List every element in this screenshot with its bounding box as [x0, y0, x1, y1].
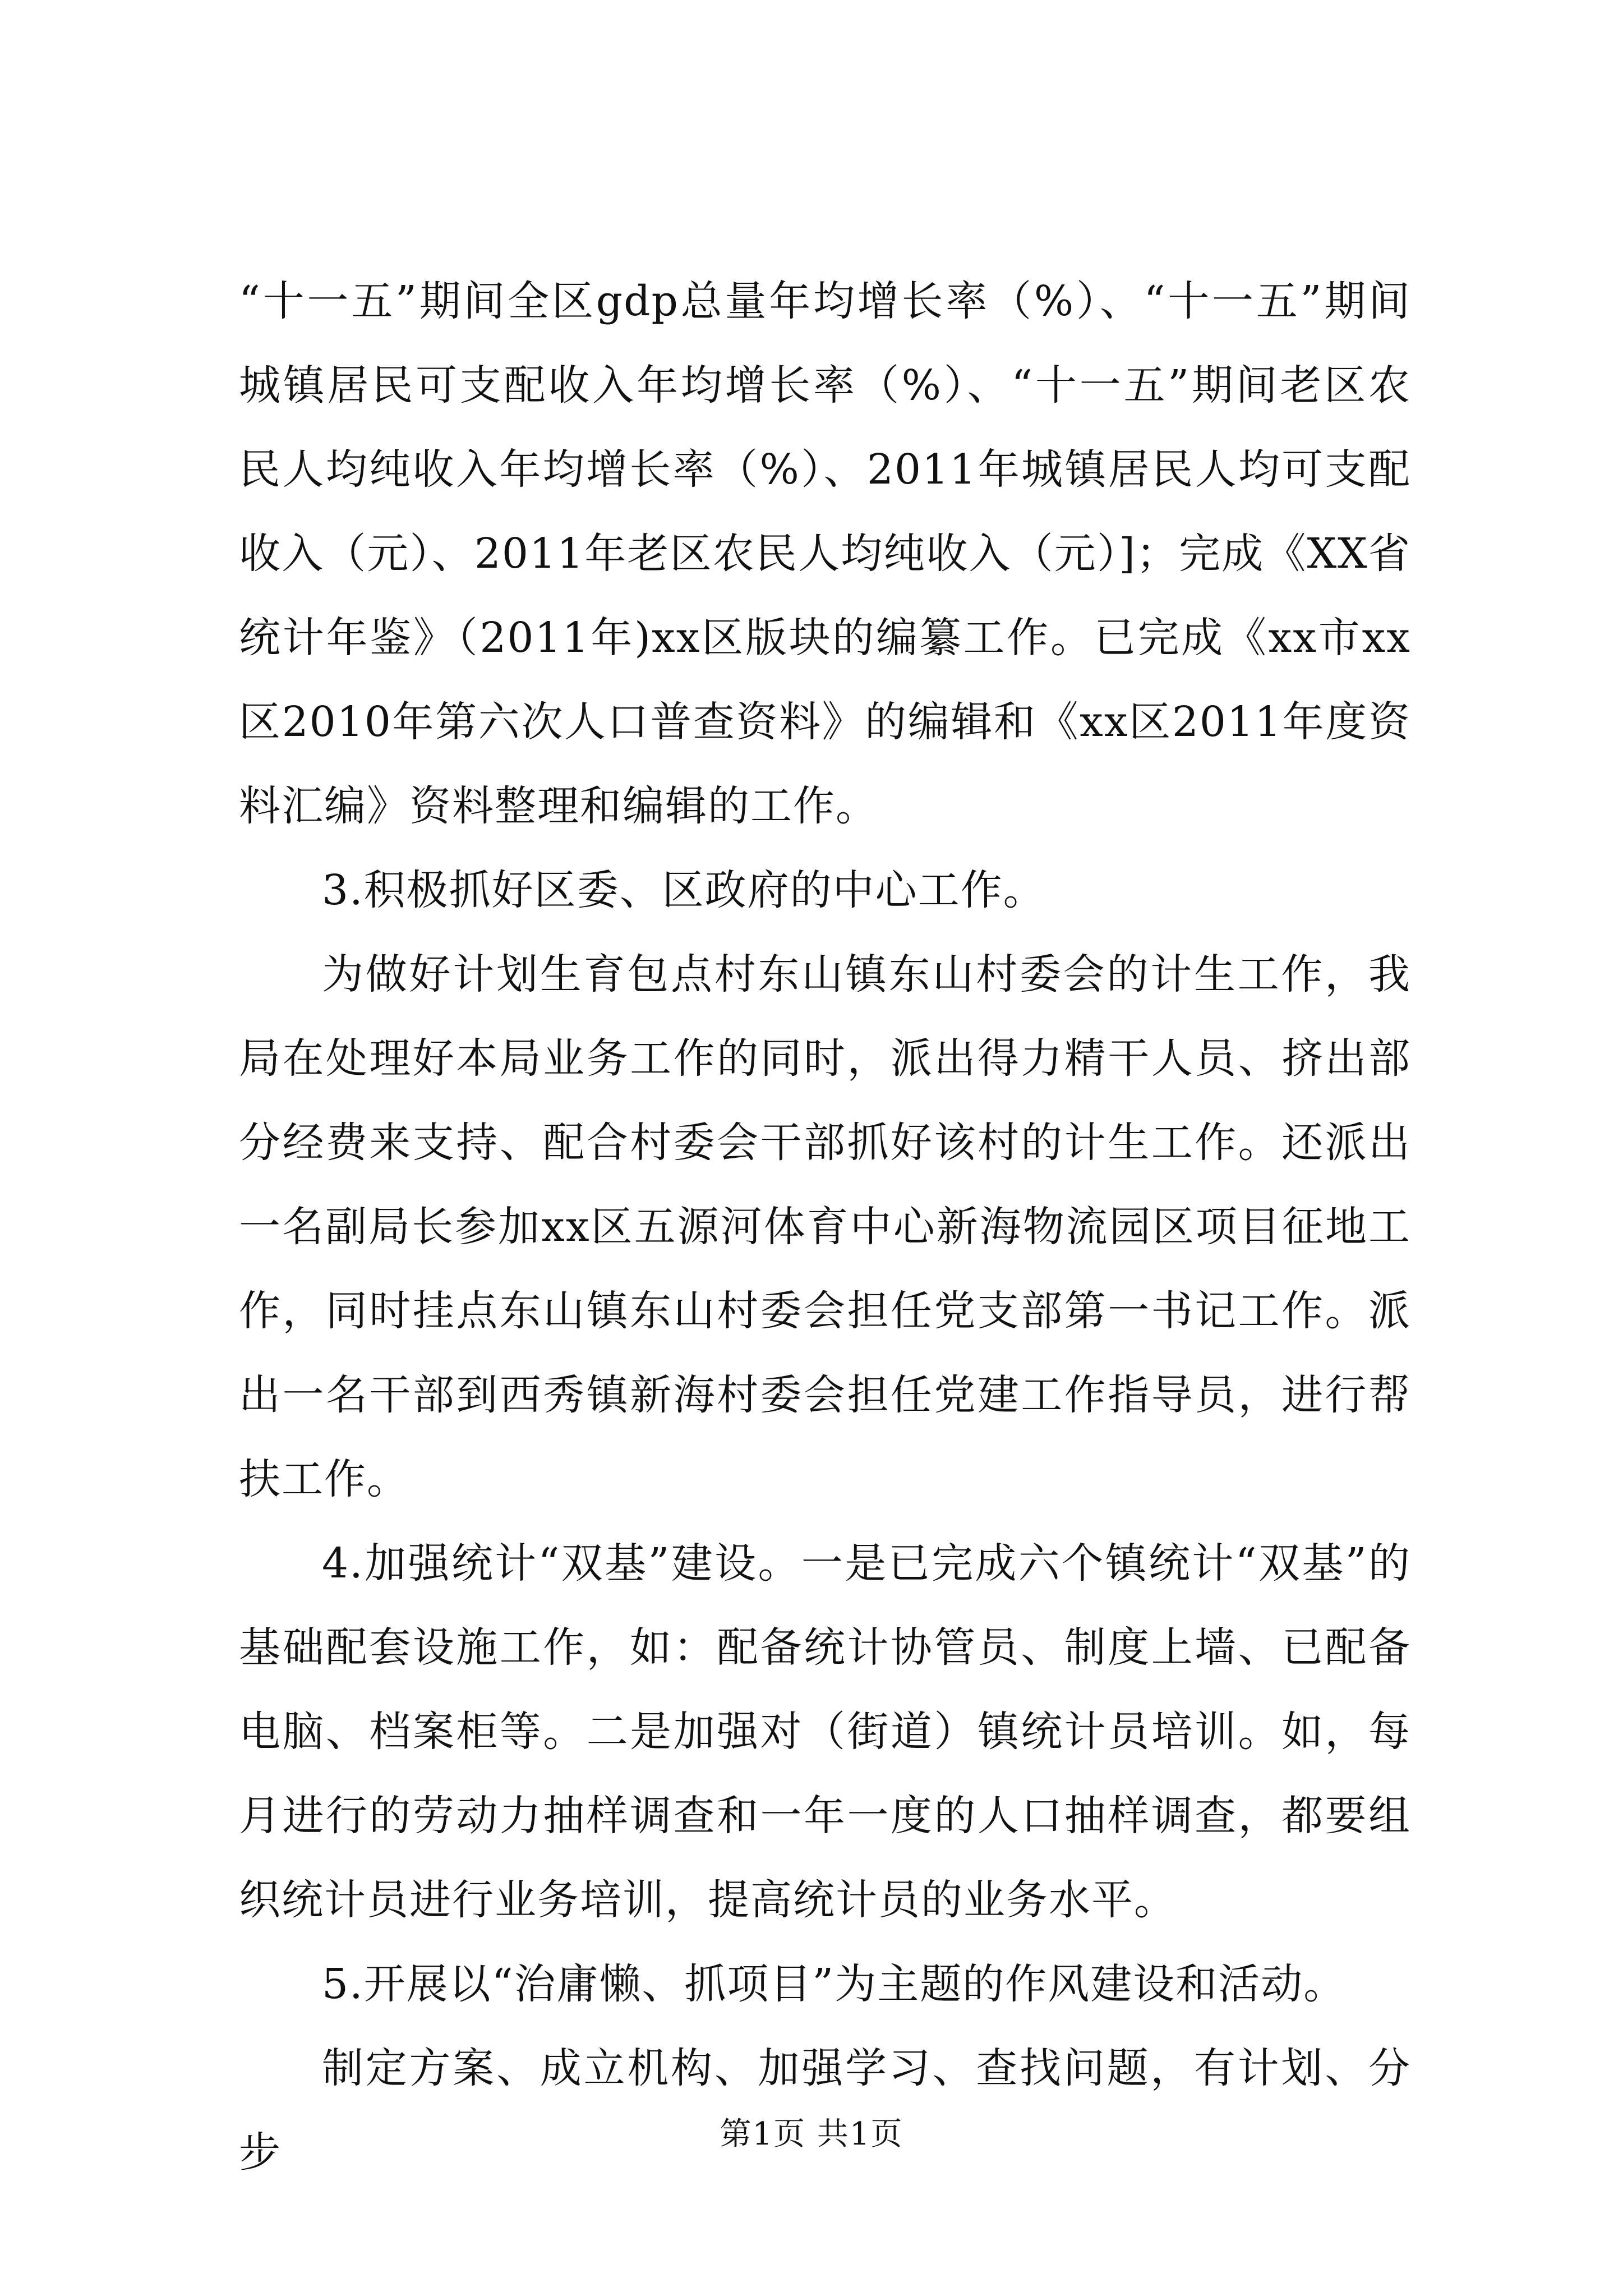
paragraph-heading-central-work: 3.积极抓好区委、区政府的中心工作。 [322, 866, 1046, 914]
paragraph-shuangji-construction: 4.加强统计“双基”建设。一是已完成六个镇统计“双基”的基础配套设施工作，如：配备统计协管员、制度上墙、已配备电脑、档案柜等。二是加强对（街道）镇统计员培训。如，每月进行的劳动力抽样调查和一年一度的人口抽样调查，都要组织统计员进行业务培训，提高统计员的业务水平。 [239, 1539, 1411, 1924]
document-body [239, 259, 1411, 2194]
page-footer: 第1页 共1页 [720, 2116, 903, 2152]
paragraph-plan-steps: 制定方案、成立机构、加强学习、查找问题，有计划、分步 [239, 2044, 1411, 2177]
paragraph-statistics-summary: “十一五”期间全区gdp总量年均增长率（%）、“十一五”期间城镇居民可支配收入年均增长率（%）、“十一五”期间老区农民人均纯收入年均增长率（%）、2011年城镇居民人均可支配收入（元）、2011年老区农民人均纯收入（元）]；完成《XX省统计年鉴》（2011年)xx区版块的编纂工作。已完成《xx市xx区2010年第六次人口普查资料》的编辑和《xx区2011年度资料汇编》资料整理和编辑的工作。 [239, 277, 1411, 830]
paragraph-heading-work-style: 5.开展以“治庸懒、抓项目”为主题的作风建设和活动。 [322, 1960, 1347, 2008]
paragraph-family-planning: 为做好计划生育包点村东山镇东山村委会的计生工作，我局在处理好本局业务工作的同时，派出得力精干人员、挤出部分经费来支持、配合村委会干部抓好该村的计生工作。还派出一名副局长参加xx区五源河体育中心新海物流园区项目征地工作，同时挂点东山镇东山村委会担任党支部第一书记工作。派出一名干部到西秀镇新海村委会担任党建工作指导员，进行帮扶工作。 [239, 950, 1411, 1503]
